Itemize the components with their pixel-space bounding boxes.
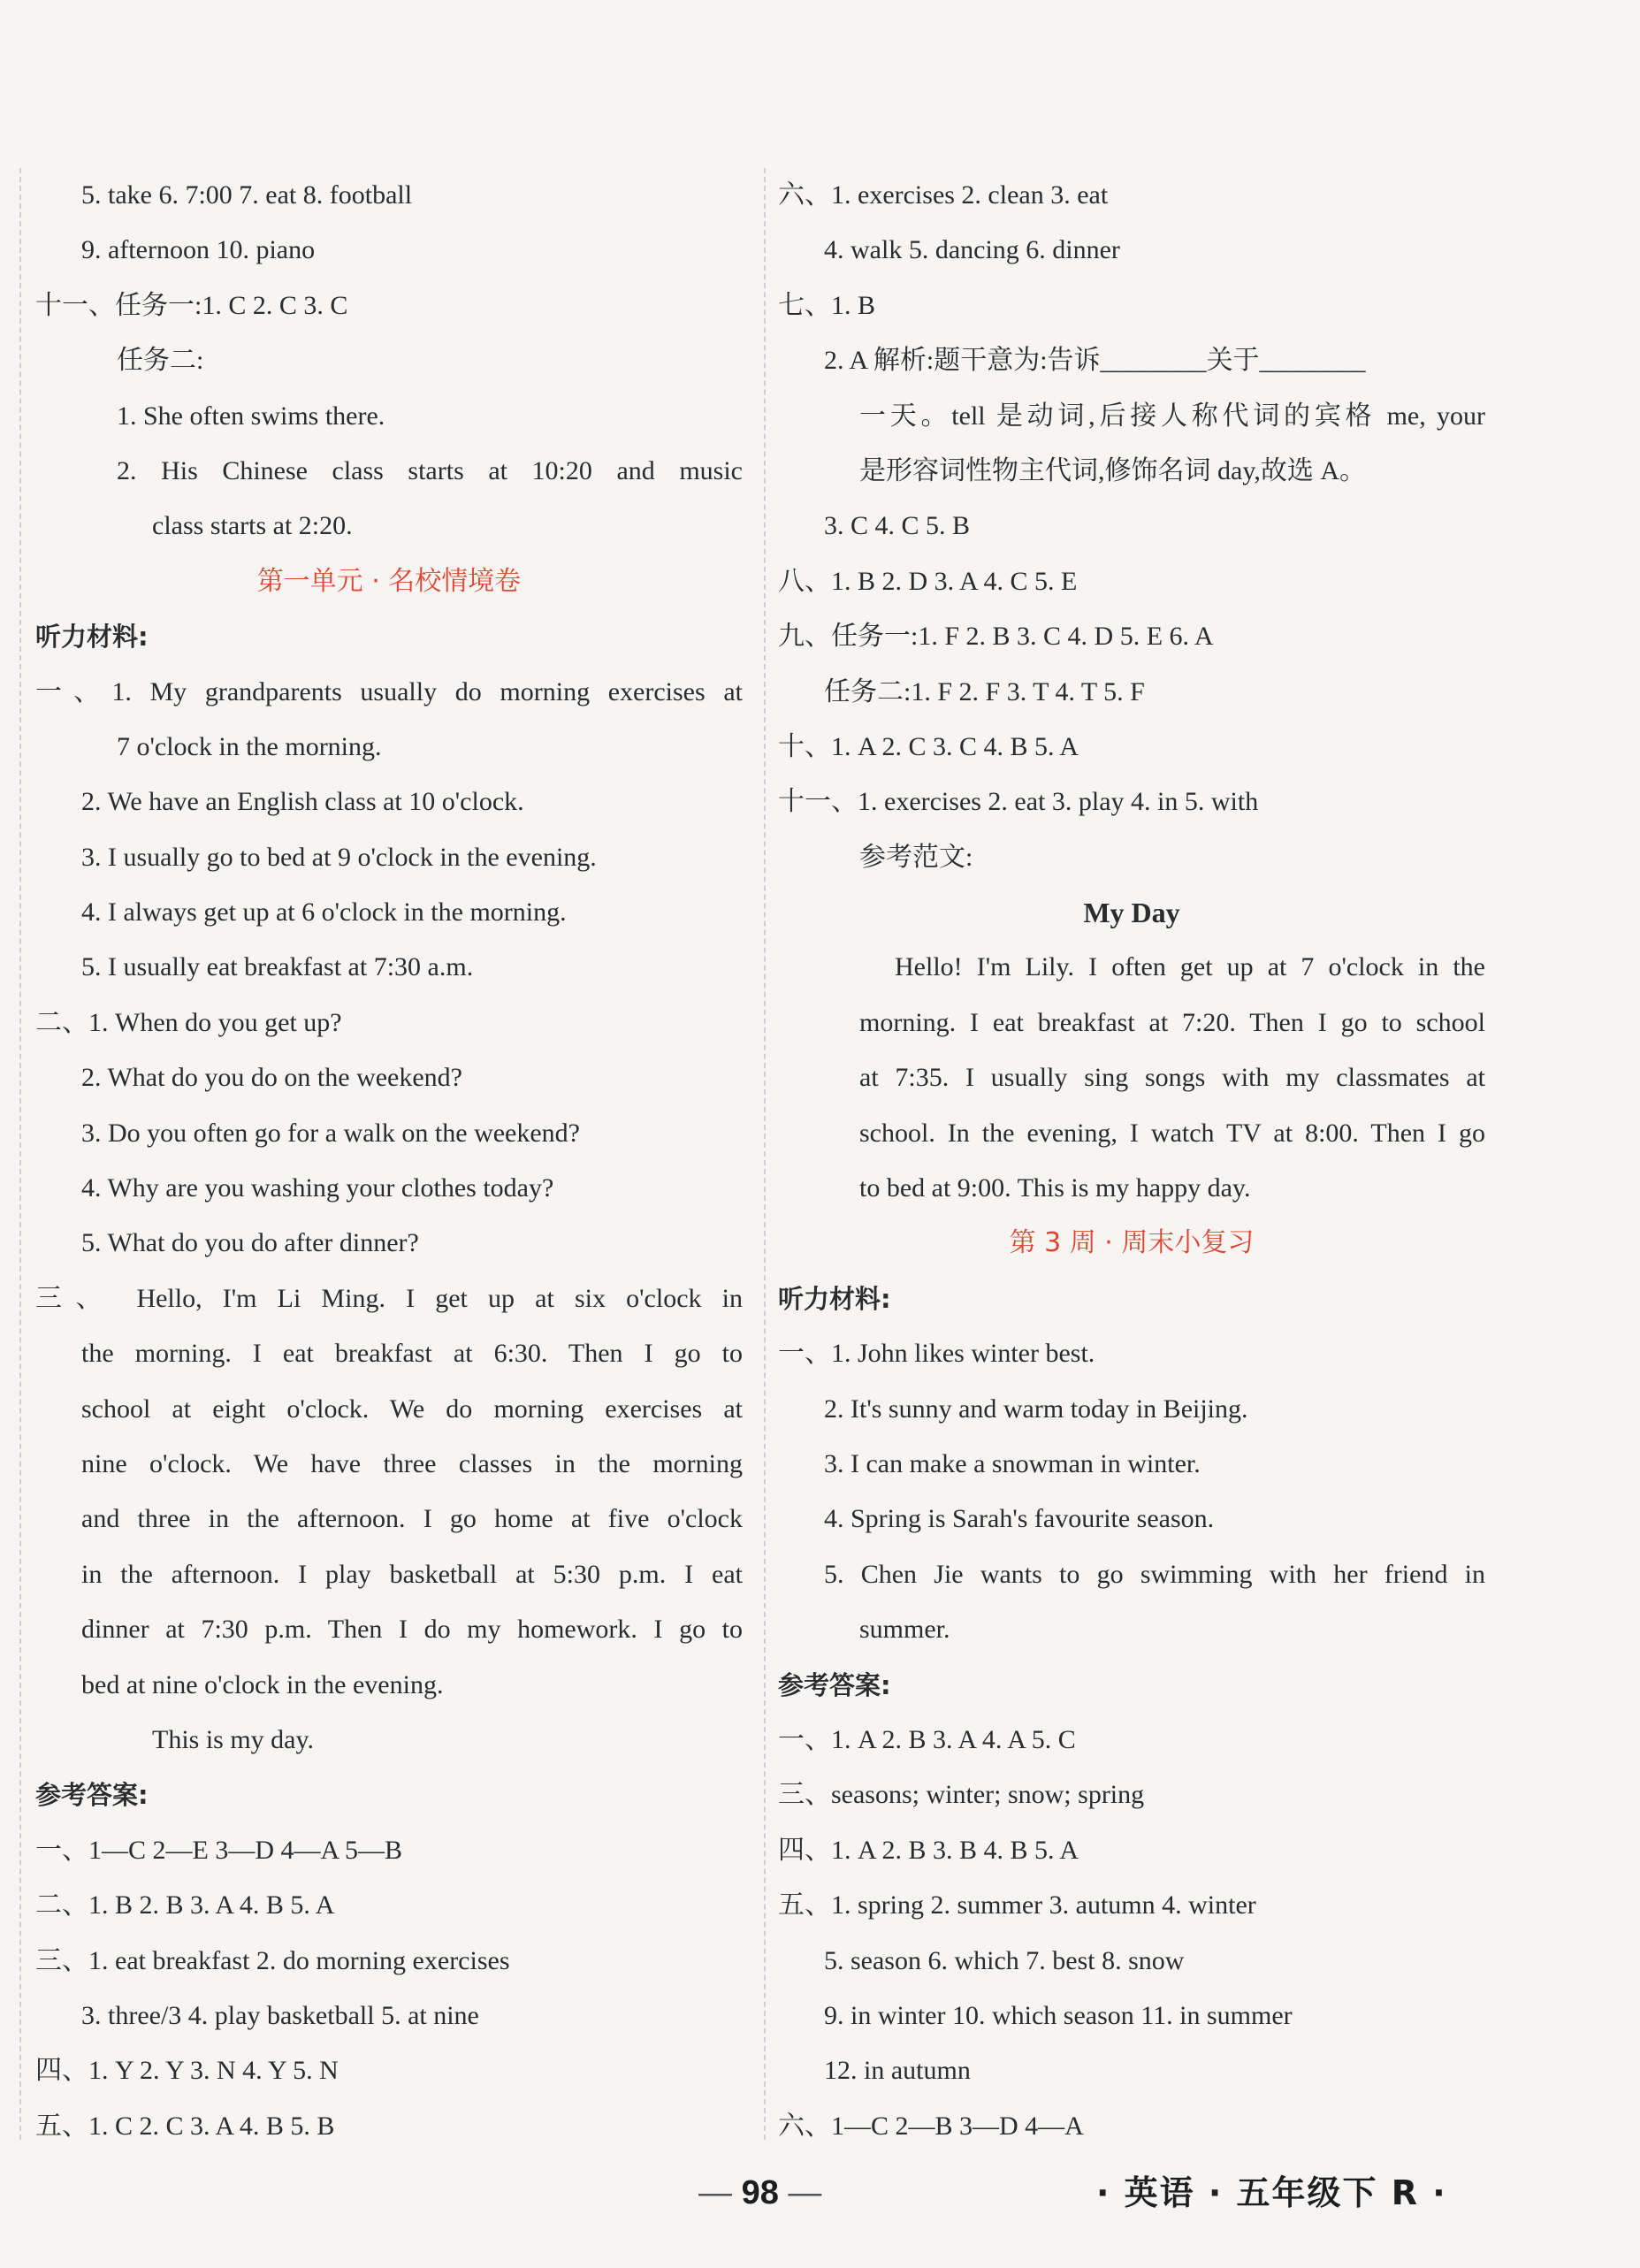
- left-line: 2. We have an English class at 10 o'clock.: [81, 787, 524, 817]
- left-line: 二、1. B 2. B 3. A 4. B 5. A: [35, 1890, 335, 1921]
- right-line: 5. season 6. which 7. best 8. snow: [824, 1945, 1185, 1975]
- right-line: 三、seasons; winter; snow; spring: [778, 1780, 1145, 1810]
- right-line: 八、1. B 2. D 3. A 4. C 5. E: [778, 566, 1078, 596]
- left-line: 1. She often swims there.: [117, 401, 385, 431]
- left-line: 4. I always get up at 6 o'clock in the morning.: [81, 897, 567, 928]
- right-line: 3. C 4. C 5. B: [824, 511, 971, 541]
- right-line: My Day: [1083, 897, 1180, 929]
- left-line: 3. Do you often go for a walk on the weekend?: [81, 1118, 580, 1148]
- left-line: 5. What do you do after dinner?: [81, 1228, 419, 1258]
- right-line: 参考答案:: [778, 1669, 891, 1700]
- left-line: 2. What do you do on the weekend?: [81, 1063, 463, 1093]
- right-line: 一天。tell 是动词,后接人称代词的宾格 me, your: [859, 401, 1485, 431]
- right-line: at 7:35. I usually sing songs with my classmates at: [859, 1063, 1485, 1093]
- right-line: 2. It's sunny and warm today in Beijing.: [824, 1394, 1248, 1424]
- left-line: 5. I usually eat breakfast at 7:30 a.m.: [81, 952, 474, 982]
- left-line: 7 o'clock in the morning.: [117, 731, 382, 761]
- right-line: morning. I eat breakfast at 7:20. Then I go to school: [859, 1007, 1485, 1037]
- column-divider: [764, 168, 766, 2140]
- right-line: summer.: [859, 1615, 950, 1645]
- left-column: [35, 168, 743, 2154]
- right-line: 第 3 周 · 周末小复习: [1009, 1227, 1255, 1259]
- right-line: 是形容词性物主代词,修饰名词 day,故选 A。: [859, 455, 1367, 485]
- left-line: 听力材料:: [35, 622, 149, 653]
- right-line: 2. A 解析:题干意为:告诉________关于________: [824, 346, 1366, 376]
- right-line: 六、1. exercises 2. clean 3. eat: [778, 180, 1109, 210]
- left-line: 第一单元 · 名校情境卷: [256, 565, 522, 597]
- right-line: 四、1. A 2. B 3. B 4. B 5. A: [778, 1835, 1079, 1865]
- right-line: 六、1—C 2—B 3—D 4—A: [778, 2111, 1084, 2141]
- left-line: 三、 Hello, I'm Li Ming. I get up at six o'clock in: [35, 1283, 743, 1313]
- left-line: 3. three/3 4. play basketball 5. at nine: [81, 2000, 479, 2030]
- left-line: bed at nine o'clock in the evening.: [81, 1669, 444, 1699]
- subject-label: · 英语 · 五年级下 R ·: [1096, 2173, 1447, 2212]
- right-line: 任务二:1. F 2. F 3. T 4. T 5. F: [824, 676, 1145, 706]
- left-line: 2. His Chinese class starts at 10:20 and music: [117, 455, 743, 485]
- left-line: 十一、任务一:1. C 2. C 3. C: [35, 290, 348, 320]
- left-line: This is my day.: [152, 1724, 315, 1754]
- left-line: 3. I usually go to bed at 9 o'clock in the evening.: [81, 842, 597, 872]
- left-line: in the afternoon. I play basketball at 5:30 p.m. I eat: [81, 1559, 743, 1589]
- left-line: school at eight o'clock. We do morning exercises at: [81, 1394, 743, 1424]
- left-line: and three in the afternoon. I go home at five o'clock: [81, 1504, 743, 1534]
- right-line: 3. I can make a snowman in winter.: [824, 1448, 1201, 1478]
- left-line: 4. Why are you washing your clothes today?: [81, 1173, 554, 1203]
- left-line: 四、1. Y 2. Y 3. N 4. Y 5. N: [35, 2056, 339, 2086]
- left-line: 5. take 6. 7:00 7. eat 8. football: [81, 180, 413, 210]
- right-line: 12. in autumn: [824, 2056, 971, 2086]
- left-line: class starts at 2:20.: [152, 511, 353, 541]
- right-line: 一、1. A 2. B 3. A 4. A 5. C: [778, 1724, 1076, 1754]
- right-line: Hello! I'm Lily. I often get up at 7 o'clock in the: [895, 952, 1485, 982]
- left-line: 五、1. C 2. C 3. A 4. B 5. B: [35, 2111, 335, 2141]
- left-line: the morning. I eat breakfast at 6:30. Then I go to: [81, 1339, 743, 1369]
- right-line: 9. in winter 10. which season 11. in summer: [824, 2000, 1293, 2030]
- right-line: 4. walk 5. dancing 6. dinner: [824, 235, 1120, 265]
- right-line: 十一、1. exercises 2. eat 3. play 4. in 5. with: [778, 787, 1259, 817]
- left-line: 一、1. My grandparents usually do morning exercises at: [35, 676, 743, 706]
- left-line: 二、1. When do you get up?: [35, 1007, 342, 1037]
- right-line: 五、1. spring 2. summer 3. autumn 4. winter: [778, 1890, 1256, 1921]
- left-line: dinner at 7:30 p.m. Then I do my homework. I go to: [81, 1615, 743, 1645]
- right-line: 参考范文:: [859, 842, 973, 872]
- right-line: 九、任务一:1. F 2. B 3. C 4. D 5. E 6. A: [778, 622, 1214, 652]
- right-line: 七、1. B: [778, 290, 876, 320]
- right-line: 十、1. A 2. C 3. C 4. B 5. A: [778, 731, 1079, 761]
- left-line: nine o'clock. We have three classes in the morning: [81, 1448, 743, 1478]
- left-line: 9. afternoon 10. piano: [81, 235, 316, 265]
- right-column: [778, 168, 1485, 2154]
- left-margin-rule: [19, 168, 21, 2140]
- right-line: 听力材料:: [778, 1283, 891, 1314]
- left-line: 三、1. eat breakfast 2. do morning exercises: [35, 1945, 510, 1975]
- page-footer: [0, 2157, 1640, 2237]
- page-number: — 98 —: [698, 2174, 822, 2211]
- left-line: 一、1—C 2—E 3—D 4—A 5—B: [35, 1835, 403, 1865]
- right-line: 一、1. John likes winter best.: [778, 1339, 1095, 1369]
- left-line: 任务二:: [117, 346, 204, 376]
- right-line: to bed at 9:00. This is my happy day.: [859, 1173, 1251, 1203]
- left-line: 参考答案:: [35, 1780, 149, 1811]
- page-number-value: 98: [741, 2174, 779, 2211]
- right-line: school. In the evening, I watch TV at 8:00. Then I go: [859, 1118, 1485, 1148]
- right-line: 5. Chen Jie wants to go swimming with her friend in: [824, 1559, 1485, 1589]
- right-line: 4. Spring is Sarah's favourite season.: [824, 1504, 1215, 1534]
